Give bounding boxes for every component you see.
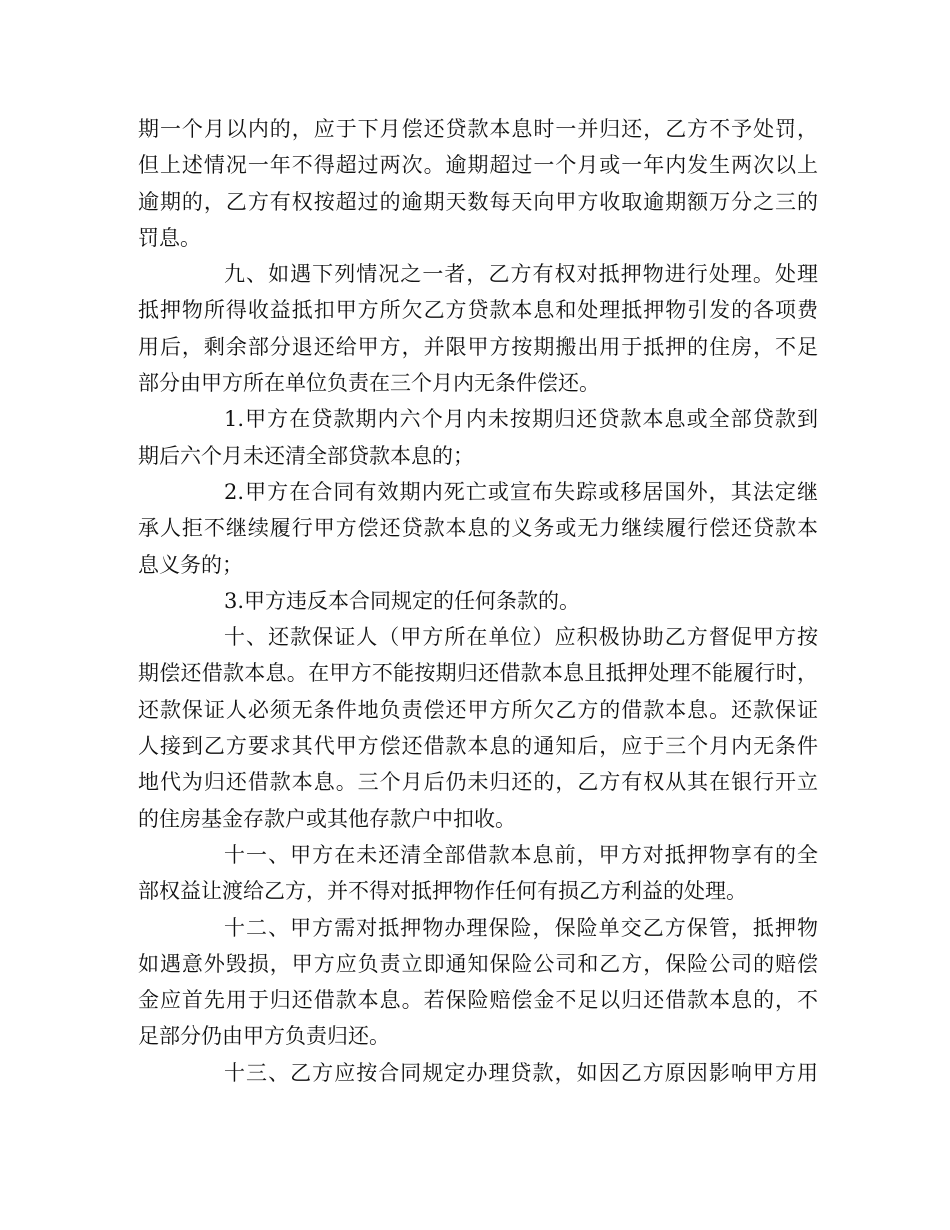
text-line: 部分由甲方所在单位负责在三个月内无条件偿还。 <box>138 371 600 396</box>
text-line: 的住房基金存款户或其他存款户中扣收。 <box>138 806 516 831</box>
clause-9-item-3 <box>138 583 818 619</box>
text-line: 3.甲方违反本合同规定的任何条款的。 <box>224 588 581 613</box>
text-line: 1.甲方在贷款期内六个月内未按期归还贷款本息或全部贷款到 <box>224 407 818 432</box>
text-line: 逾期的，乙方有权按超过的逾期天数每天向甲方收取逾期额万分之三的 <box>138 189 818 214</box>
clause-9 <box>138 256 818 401</box>
text-line: 承人拒不继续履行甲方偿还贷款本息的义务或无力继续履行偿还贷款本 <box>138 516 818 541</box>
text-line: 十一、甲方在未还清全部借款本息前，甲方对抵押物享有的全 <box>224 842 818 867</box>
text-line: 期后六个月未还清全部贷款本息的； <box>138 443 474 468</box>
text-line: 如遇意外毁损，甲方应负责立即通知保险公司和乙方，保险公司的赔偿 <box>138 951 818 976</box>
text-line: 部权益让渡给乙方，并不得对抵押物作任何有损乙方利益的处理。 <box>138 879 747 904</box>
text-line: 但上述情况一年不得超过两次。逾期超过一个月或一年内发生两次以上 <box>138 153 818 178</box>
text-line: 期偿还借款本息。在甲方不能按期归还借款本息且抵押处理不能履行时， <box>138 661 818 686</box>
text-line: 人接到乙方要求其代甲方偿还借款本息的通知后，应于三个月内无条件 <box>138 734 818 759</box>
text-line: 期一个月以内的，应于下月偿还贷款本息时一并归还，乙方不予处罚， <box>138 117 818 141</box>
text-line: 足部分仍由甲方负责归还。 <box>138 1024 390 1049</box>
text-line: 金应首先用于归还借款本息。若保险赔偿金不足以归还借款本息的，不 <box>138 988 818 1013</box>
text-line: 2.甲方在合同有效期内死亡或宣布失踪或移居国外，其法定继 <box>224 479 818 504</box>
text-line: 地代为归还借款本息。三个月后仍未归还的，乙方有权从其在银行开立 <box>138 770 818 795</box>
text-line: 十二、甲方需对抵押物办理保险，保险单交乙方保管，抵押物 <box>224 915 818 940</box>
clause-9-item-1 <box>138 401 818 474</box>
text-line: 息义务的； <box>138 552 243 577</box>
clause-12 <box>138 910 818 1055</box>
text-line: 抵押物所得收益抵扣甲方所欠乙方贷款本息和处理抵押物引发的各项费 <box>138 298 818 323</box>
clause-11 <box>138 837 818 910</box>
text-line: 十三、乙方应按合同规定办理贷款，如因乙方原因影响甲方用 <box>224 1060 818 1085</box>
clause-10 <box>138 619 818 837</box>
clause-13 <box>138 1055 818 1091</box>
text-line: 十、还款保证人（甲方所在单位）应积极协助乙方督促甲方按 <box>224 625 818 650</box>
text-line: 还款保证人必须无条件地负责偿还甲方所欠乙方的借款本息。还款保证 <box>138 697 818 722</box>
document-body <box>138 111 818 1091</box>
text-line: 九、如遇下列情况之一者，乙方有权对抵押物进行处理。处理 <box>224 262 818 287</box>
text-line: 用后，剩余部分退还给甲方，并限甲方按期搬出用于抵押的住房，不足 <box>138 334 818 359</box>
clause-9-item-2 <box>138 474 818 583</box>
paragraph-continuation <box>138 111 818 256</box>
text-line: 罚息。 <box>138 225 201 250</box>
